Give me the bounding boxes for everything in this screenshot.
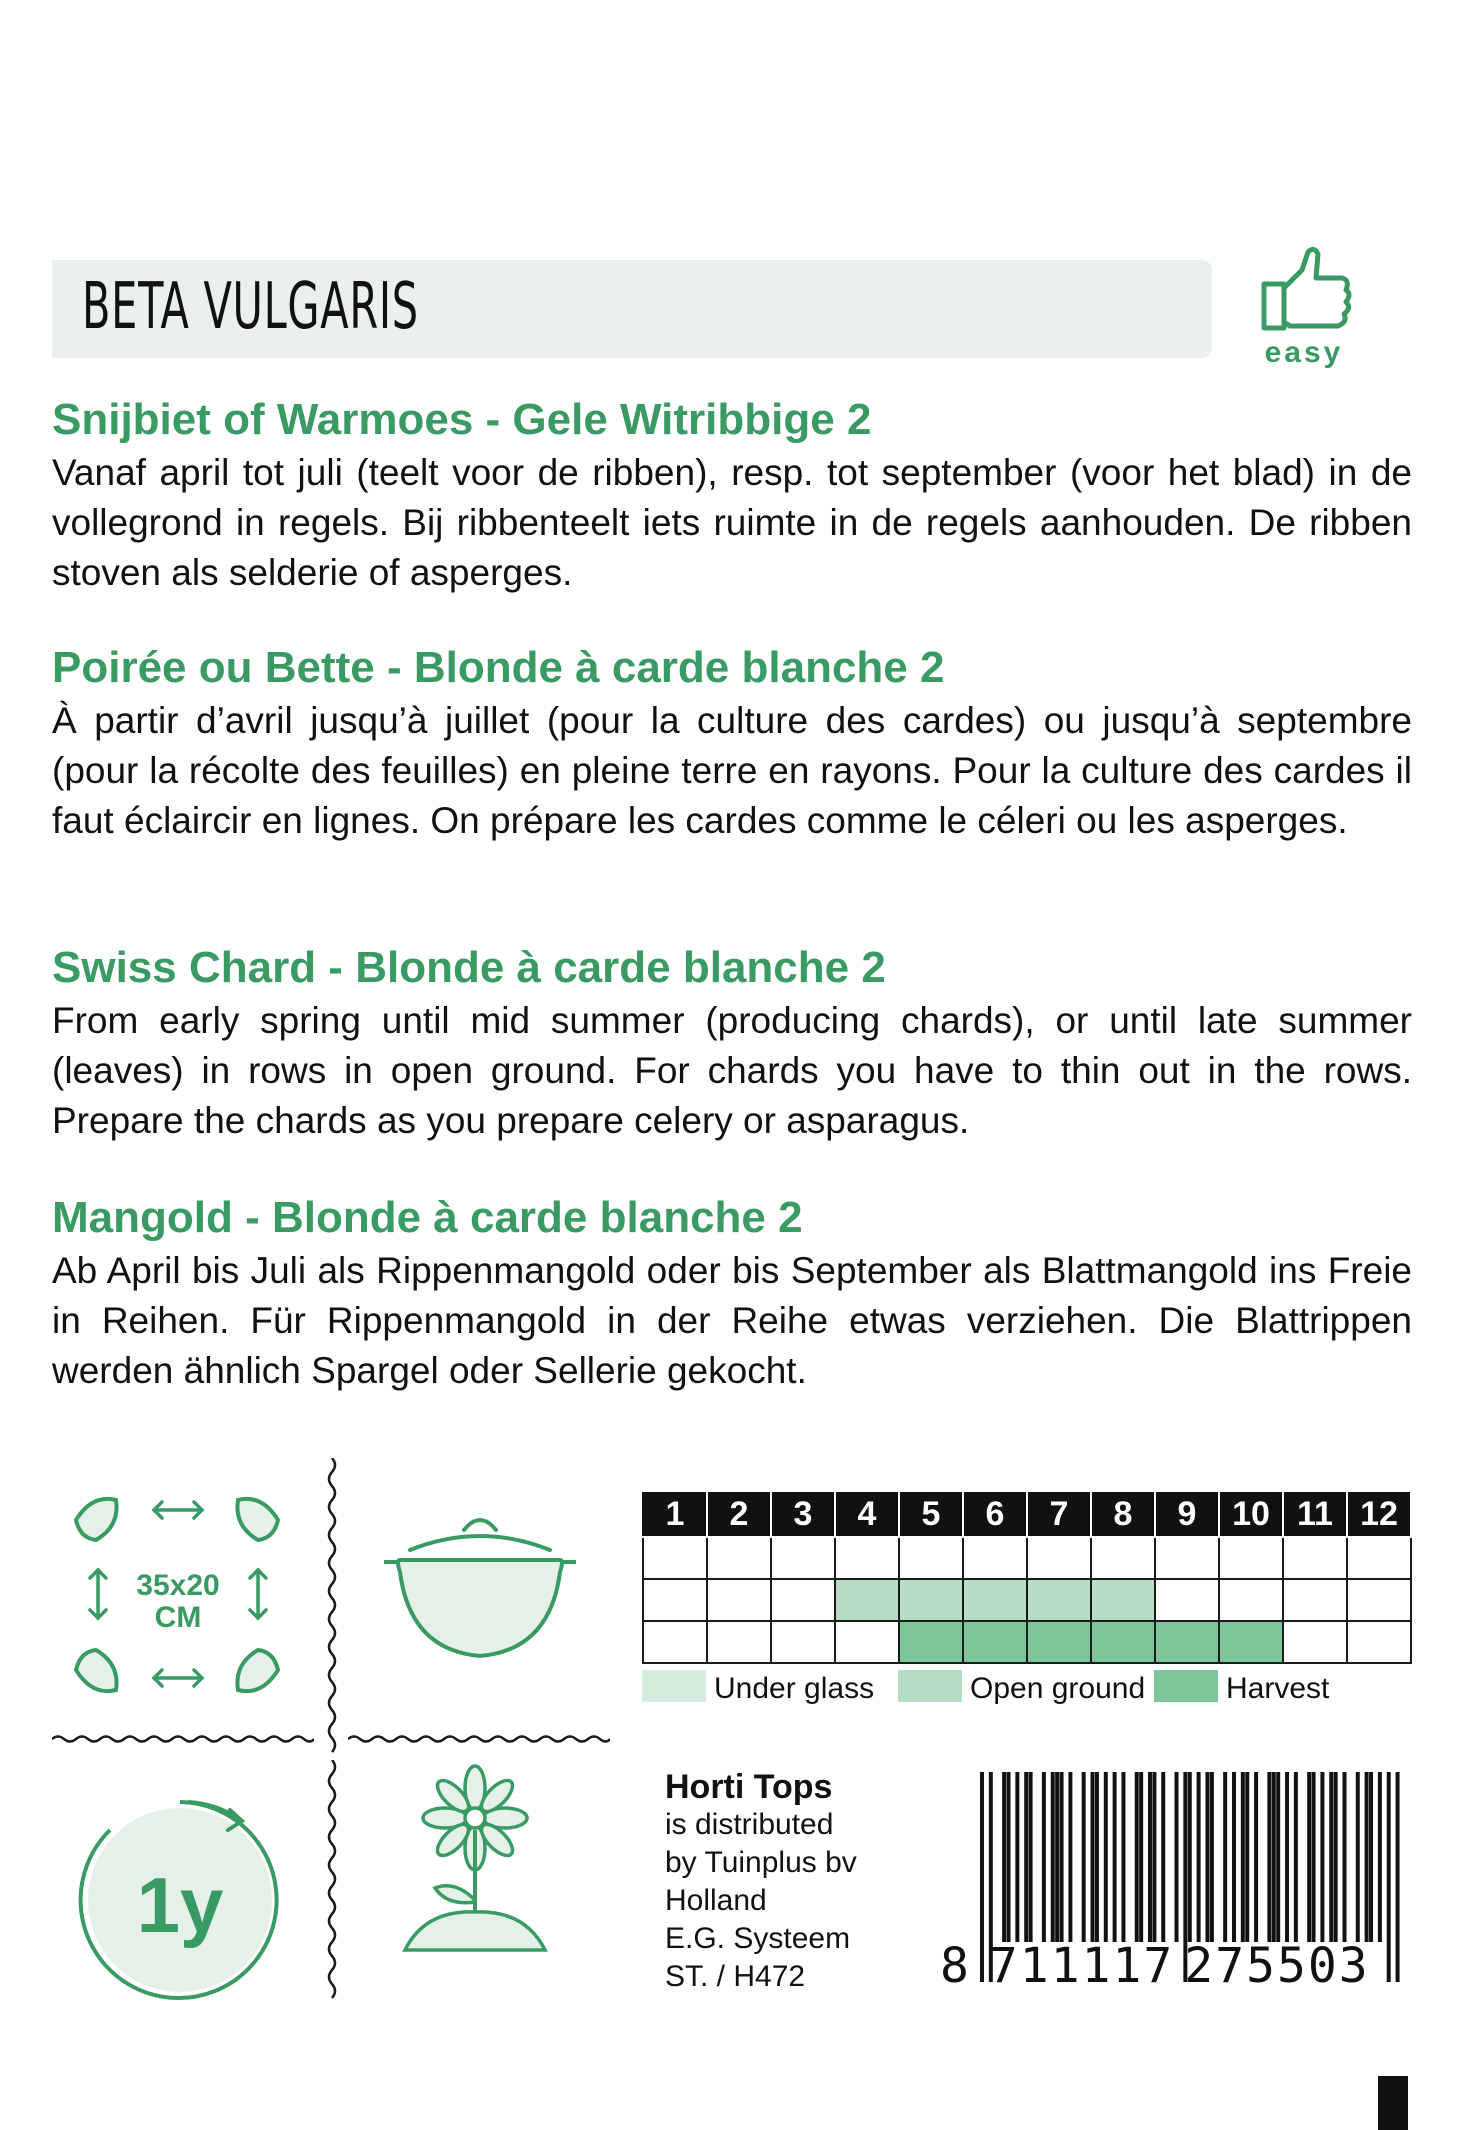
calendar-month-10: 10 <box>1219 1491 1283 1537</box>
barcode-bar <box>1082 1772 1086 1942</box>
distributor-line: ST. / H472 <box>665 1960 806 1993</box>
barcode-bar <box>1095 1772 1099 1942</box>
calendar-cell <box>1219 1537 1283 1579</box>
barcode-bar <box>1272 1772 1276 1942</box>
calendar-cell <box>1347 1579 1411 1621</box>
barcode-bar <box>1232 1772 1236 1942</box>
barcode-bar <box>1276 1772 1280 1942</box>
calendar-month-4: 4 <box>835 1491 899 1537</box>
calendar-month-8: 8 <box>1091 1491 1155 1537</box>
barcode-bar <box>1139 1772 1143 1942</box>
barcode-bar <box>1312 1772 1316 1942</box>
calendar-cell <box>771 1579 835 1621</box>
section-body: Ab April bis Juli als Rippenmangold oder bis September als Blattmangold ins Freie in Reihen. Für Rippenmangold in der Reihe etwas verziehen. Die Blattrippen werden ähnlich Spargel oder Sellerie gekocht. <box>52 1250 1412 1391</box>
distributor-line: Holland <box>665 1884 767 1917</box>
calendar-month-3: 3 <box>771 1491 835 1537</box>
calendar-cell <box>835 1621 899 1663</box>
calendar-month-6: 6 <box>963 1491 1027 1537</box>
sowing-calendar <box>642 1490 1412 1664</box>
thumbs-up-icon <box>1250 244 1358 339</box>
print-marker <box>1378 2076 1408 2130</box>
calendar-cell <box>643 1579 707 1621</box>
spacing-icon-group <box>62 1480 292 1710</box>
calendar-legend <box>642 1668 1422 1712</box>
legend-label: Open ground <box>970 1672 1146 1705</box>
cycle-icon-group <box>70 1790 290 2010</box>
barcode-bar <box>1188 1772 1192 1942</box>
distributor-brand: Horti Tops <box>665 1768 833 1806</box>
barcode-left-digits: 711117 <box>988 1938 1175 1994</box>
barcode-bar <box>1042 1772 1046 1942</box>
spacing-value: 35x20 <box>136 1569 220 1602</box>
barcode-bar <box>1152 1772 1156 1942</box>
barcode-bar <box>1329 1772 1333 1942</box>
barcode-bar <box>1113 1772 1117 1942</box>
barcode-bar <box>1378 1772 1382 1942</box>
section-title: Snijbiet of Warmoes - Gele Witribbige 2 <box>52 395 872 444</box>
barcode-bar <box>1060 1772 1064 1942</box>
barcode-bar <box>1068 1772 1072 1942</box>
calendar-cell <box>835 1579 899 1621</box>
section-english <box>52 940 1412 1146</box>
calendar-cell <box>1347 1537 1411 1579</box>
barcode-bar <box>1254 1772 1258 1942</box>
barcode-number <box>940 1938 1370 1994</box>
barcode-right-digits: 275503 <box>1184 1938 1370 1994</box>
calendar-cell <box>1091 1621 1155 1663</box>
barcode-bar <box>1055 1772 1059 1942</box>
calendar-cell <box>1091 1537 1155 1579</box>
calendar-cell <box>1347 1621 1411 1663</box>
calendar-cell <box>899 1621 963 1663</box>
distributor-info <box>665 1768 857 1996</box>
barcode-first-digit: 8 <box>940 1938 971 1994</box>
barcode-bar <box>1241 1772 1245 1942</box>
section-french <box>52 640 1412 846</box>
cycle-label: 1y <box>136 1861 224 1949</box>
barcode-bar <box>1091 1772 1095 1942</box>
barcode-bar <box>1245 1772 1249 1942</box>
barcode-bar <box>1369 1772 1373 1942</box>
calendar-cell <box>1283 1579 1347 1621</box>
calendar-cell <box>1027 1579 1091 1621</box>
calendar-cell <box>771 1621 835 1663</box>
pot-icon <box>380 1500 580 1680</box>
calendar-cell <box>1155 1621 1219 1663</box>
calendar-cell <box>1091 1579 1155 1621</box>
section-body: Vanaf april tot juli (teelt voor de ribben), resp. tot september (voor het blad) in de vollegrond in regels. Bij ribbenteelt iets ruimte in de regels aanhouden. De ribben stoven als selderie of asperges. <box>52 452 1412 593</box>
calendar-cell <box>1027 1537 1091 1579</box>
calendar-month-1: 1 <box>643 1491 707 1537</box>
barcode-bar <box>1104 1772 1108 1942</box>
calendar-cell <box>835 1537 899 1579</box>
section-body: From early spring until mid summer (producing chards), or until late summer (leaves) in rows in open ground. For chards you have to thin out in the rows. Prepare the chards as you prepare celery or asparagus. <box>52 1000 1412 1141</box>
legend-swatch <box>898 1670 962 1702</box>
barcode-bar <box>1148 1772 1152 1942</box>
barcode-bar <box>1294 1772 1298 1942</box>
barcode-bar <box>1285 1772 1289 1942</box>
barcode-bar <box>1175 1772 1179 1942</box>
calendar-cell <box>963 1621 1027 1663</box>
distributor-line: is distributed <box>665 1808 834 1841</box>
barcode-bar <box>1205 1772 1209 1942</box>
latin-name: BETA VULGARIS <box>82 270 419 344</box>
distributor-line: by Tuinplus bv <box>665 1846 857 1879</box>
calendar-month-2: 2 <box>707 1491 771 1537</box>
barcode-bar <box>1356 1772 1360 1942</box>
section-title: Poirée ou Bette - Blonde à carde blanche 2 <box>52 643 945 692</box>
barcode-bar <box>1387 1772 1391 1982</box>
calendar-cell <box>643 1537 707 1579</box>
barcode-bar <box>1002 1772 1006 1942</box>
barcode-bar <box>1024 1772 1028 1942</box>
calendar-cell <box>963 1537 1027 1579</box>
barcode-bar <box>1267 1772 1271 1942</box>
barcode-bar <box>1223 1772 1227 1942</box>
legend-swatch <box>1154 1670 1218 1702</box>
legend-label: Harvest <box>1226 1672 1330 1705</box>
calendar-cell <box>707 1621 771 1663</box>
calendar-month-7: 7 <box>1027 1491 1091 1537</box>
wavy-divider-horizontal <box>52 1733 314 1745</box>
barcode-bar <box>1210 1772 1214 1942</box>
calendar-cell <box>1027 1621 1091 1663</box>
calendar-month-5: 5 <box>899 1491 963 1537</box>
barcode-bar <box>1334 1772 1338 1942</box>
section-german <box>52 1190 1412 1396</box>
barcode-bar <box>1029 1772 1033 1942</box>
barcode-bar <box>1015 1772 1019 1942</box>
calendar-cell <box>771 1537 835 1579</box>
seedling-icon <box>385 1760 565 1960</box>
calendar-cell <box>707 1579 771 1621</box>
barcode-bar <box>1007 1772 1011 1942</box>
barcode-bar <box>1343 1772 1347 1942</box>
calendar-cell <box>1155 1537 1219 1579</box>
barcode-bar <box>1365 1772 1369 1942</box>
calendar-month-9: 9 <box>1155 1491 1219 1537</box>
calendar-row-under-glass <box>643 1537 1411 1579</box>
calendar-cell <box>899 1537 963 1579</box>
legend-label: Under glass <box>714 1672 875 1705</box>
calendar-month-11: 11 <box>1283 1491 1347 1537</box>
calendar-cell <box>1219 1621 1283 1663</box>
latin-name-banner <box>52 260 1212 358</box>
barcode-bar <box>1135 1772 1139 1942</box>
easy-badge <box>1250 244 1358 374</box>
wavy-divider-vertical <box>322 1458 342 1758</box>
calendar-cell <box>1283 1621 1347 1663</box>
calendar-row-harvest <box>643 1621 1411 1663</box>
barcode-bar <box>1396 1772 1400 1982</box>
calendar-cell <box>963 1579 1027 1621</box>
barcode-bar <box>1320 1772 1324 1942</box>
wavy-divider-horizontal <box>348 1733 610 1745</box>
calendar-row-open-ground <box>643 1579 1411 1621</box>
section-body: À partir d’avril jusqu’à juillet (pour la culture des cardes) ou jusqu’à septembre (pour la récolte des feuilles) en pleine terre en rayons. Pour la culture des cardes il faut éclaircir en lignes. On prépare les cardes comme le céleri ou les asperges. <box>52 700 1412 841</box>
section-dutch <box>52 392 1412 598</box>
easy-label: easy <box>1264 336 1344 369</box>
legend-swatch <box>642 1670 706 1702</box>
barcode-bar <box>1307 1772 1311 1942</box>
section-title: Mangold - Blonde à carde blanche 2 <box>52 1193 803 1242</box>
section-title: Swiss Chard - Blonde à carde blanche 2 <box>52 943 886 992</box>
calendar-cell <box>1155 1579 1219 1621</box>
calendar-cell <box>643 1621 707 1663</box>
barcode-bar <box>1121 1772 1125 1942</box>
distributor-line: E.G. Systeem <box>665 1922 851 1955</box>
barcode-bar <box>1197 1772 1201 1942</box>
calendar-cell <box>707 1537 771 1579</box>
barcode-bar <box>1051 1772 1055 1942</box>
calendar-cell <box>1283 1537 1347 1579</box>
spacing-unit: CM <box>154 1601 202 1634</box>
wavy-divider-vertical <box>322 1760 342 2000</box>
calendar-cell <box>899 1579 963 1621</box>
calendar-month-12: 12 <box>1347 1491 1411 1537</box>
barcode-bar <box>1161 1772 1165 1942</box>
calendar-cell <box>1219 1579 1283 1621</box>
